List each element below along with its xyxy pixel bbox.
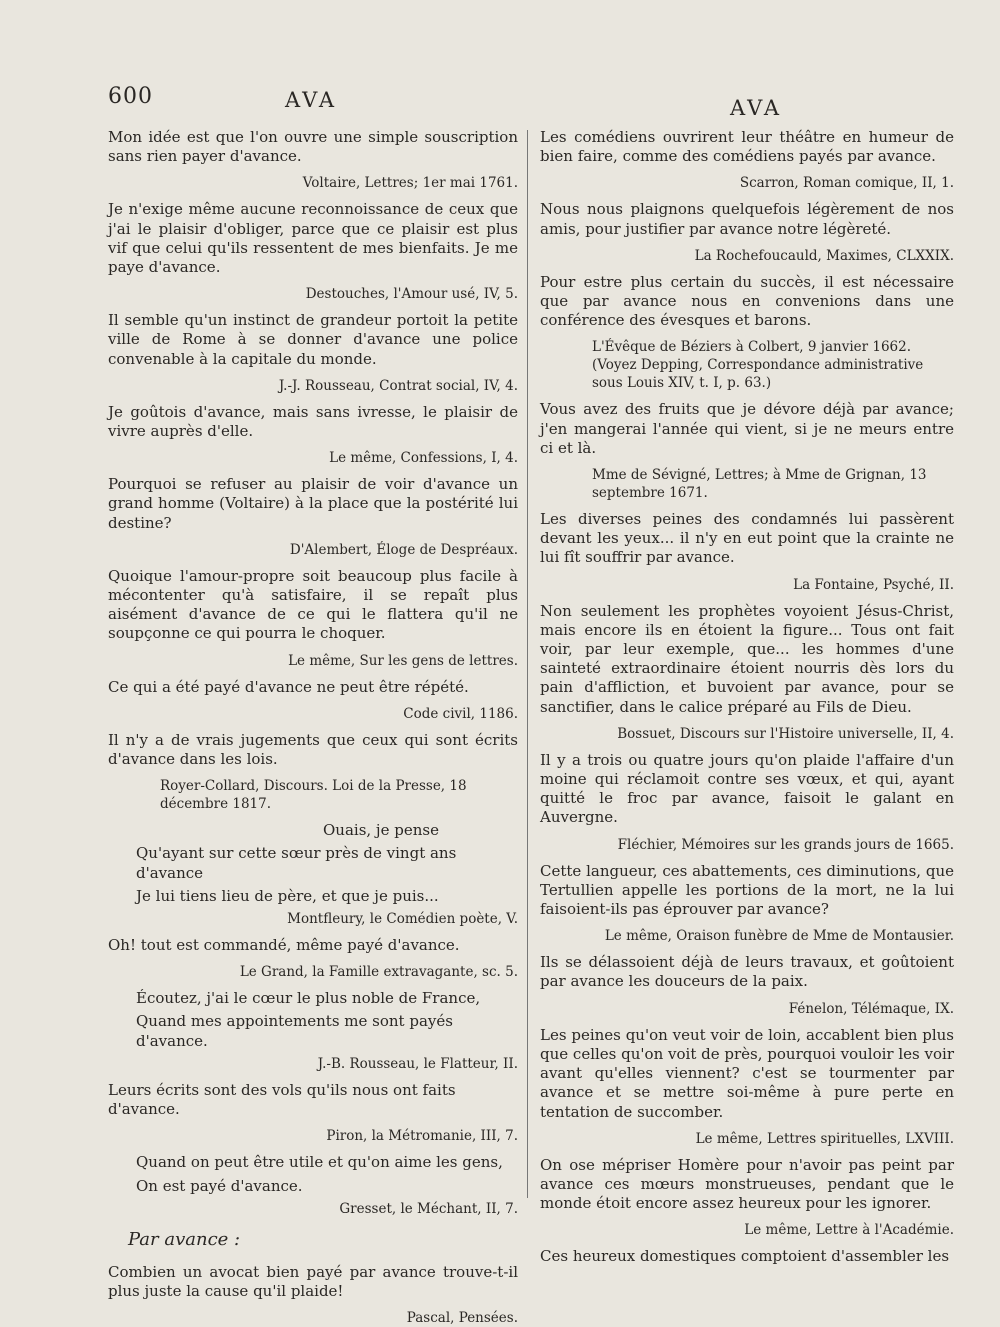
quotation: Je goûtois d'avance, mais sans ivresse, le plaisir de vivre auprès d'elle. (108, 402, 518, 441)
verse-line: Quand on peut être utile et qu'on aime les gens, (136, 1153, 503, 1172)
quotation: Les diverses peines des condamnés lui passèrent devant les yeux... il n'y en eut point que la crainte ne lui fît souffrir par avance. (540, 510, 954, 567)
quotation: Les peines qu'on veut voir de loin, accablent bien plus que celles qu'on voit de près, pourquoi vouloir les voir avant qu'elles viennent? c'est se tourmenter par avance et se mettre soi-même à pure perte en tentation de succomber. (540, 1025, 954, 1121)
citation: L'Évêque de Béziers à Colbert, 9 janvier 1662. (Voyez Depping, Correspondance administrative sous Louis XIV, t. I, p. 63.) (592, 339, 924, 392)
verse-line: Ouais, je pense (323, 821, 439, 840)
citation: Le même, Lettre à l'Académie. (744, 1222, 954, 1239)
citation: Royer-Collard, Discours. Loi de la Presse, 18 décembre 1817. (160, 778, 467, 813)
citation: Gresset, le Méchant, II, 7. (339, 1200, 518, 1217)
citation: Le même, Sur les gens de lettres. (288, 652, 518, 669)
citation: La Rochefoucauld, Maximes, CLXXIX. (694, 247, 954, 264)
citation: Le même, Lettres spirituelles, LXVIII. (695, 1130, 954, 1147)
verse-line: On est payé d'avance. (136, 1176, 303, 1195)
verse-line: Qu'ayant sur cette sœur près de vingt ans d'avance (136, 844, 457, 882)
quotation: Il semble qu'un instinct de grandeur portoit la petite ville de Rome à se donner d'avance une police convenable à la capitale du monde. (108, 311, 518, 368)
quotation: Ce qui a été payé d'avance ne peut être répété. (108, 677, 469, 696)
quotation: Les comédiens ouvrirent leur théâtre en humeur de bien faire, comme des comédiens payés par avance. (540, 128, 954, 166)
quotation: Oh! tout est commandé, même payé d'avance. (108, 936, 460, 955)
citation: J.-B. Rousseau, le Flatteur, II. (317, 1055, 518, 1072)
quotation: Il n'y a de vrais jugements que ceux qui sont écrits d'avance dans les lois. (108, 730, 518, 769)
quotation: Il y a trois ou quatre jours qu'on plaide l'affaire d'un moine qui réclamoit contre ses vœux, et qui, ayant quitté le froc par avance, faisoit le galant en Auvergne. (540, 750, 954, 827)
left-column (108, 128, 518, 1327)
citation: La Fontaine, Psyché, II. (793, 576, 954, 593)
citation: Scarron, Roman comique, II, 1. (739, 175, 954, 192)
verse-line: Je lui tiens lieu de père, et que je puis... (136, 886, 439, 905)
running-head-left: AVA (285, 88, 338, 112)
citation: Pascal, Pensées. (406, 1310, 518, 1327)
citation: Mme de Sévigné, Lettres; à Mme de Grignan, 13 septembre 1671. (592, 467, 927, 502)
citation: Destouches, l'Amour usé, IV, 5. (305, 286, 518, 303)
citation: Code civil, 1186. (403, 705, 518, 722)
citation: Fléchier, Mémoires sur les grands jours de 1665. (617, 836, 954, 853)
verse-line: Écoutez, j'ai le cœur le plus noble de France, (136, 989, 481, 1008)
verse-line: Quand mes appointements me sont payés d'avance. (136, 1012, 453, 1050)
quotation: Ils se délassoient déjà de leurs travaux, et goûtoient par avance les douceurs de la paix. (540, 953, 954, 991)
page-number: 600 (108, 84, 153, 109)
column-rule (527, 130, 528, 1198)
quotation: Ces heureux domestiques comptoient d'assembler les (540, 1247, 950, 1266)
quotation: On ose mépriser Homère pour n'avoir pas peint par avance ces mœurs monstrueuses, pendant que le monde étoit encore assez heureux pour les ignorer. (540, 1155, 954, 1213)
citation: Fénelon, Télémaque, IX. (788, 1000, 954, 1017)
quotation: Non seulement les prophètes voyoient Jésus-Christ, mais encore ils en étoient la figure... Tous ont fait voir, par leur exemple, que... les hommes d'une sainteté extraordinaire étoient nourris dès lors du pain d'affliction, et buvoient par avance, pour se sanctifier, dans le calice préparé au Fils de Dieu. (540, 601, 954, 716)
quotation: Quoique l'amour-propre soit beaucoup plus facile à mécontenter qu'à satisfaire, il se repaît plus aisément d'avance de ce qui le flattera qu'il ne soupçonne ce qui pourra le choquer. (108, 566, 518, 643)
quotation: Combien un avocat bien payé par avance trouve-t-il plus juste la cause qu'il plaide! (108, 1262, 518, 1301)
citation: Le même, Confessions, I, 4. (329, 450, 518, 467)
quotation: Je n'exige même aucune reconnoissance de ceux que j'ai le plaisir d'obliger, parce que ce plaisir est plus vif que celui qu'ils ressentent de mes bienfaits. Je me paye d'avance. (108, 200, 518, 277)
citation: Bossuet, Discours sur l'Histoire universelle, II, 4. (617, 725, 954, 742)
citation: D'Alembert, Éloge de Despréaux. (289, 541, 518, 558)
quotation: Nous nous plaignons quelquefois légèrement de nos amis, pour justifier par avance notre légèreté. (540, 200, 954, 238)
right-column (540, 128, 954, 1267)
quotation: Vous avez des fruits que je dévore déjà par avance; j'en mangerai l'année qui vient, si je ne meurs entre ci et là. (540, 400, 954, 457)
quotation: Cette langueur, ces abattements, ces diminutions, que Tertullien appelle les portions de la mort, ne la lui faisoient-ils pas éprouver par avance? (540, 861, 954, 919)
citation: J.-J. Rousseau, Contrat social, IV, 4. (278, 377, 518, 394)
citation: Piron, la Métromanie, III, 7. (326, 1128, 518, 1145)
running-head-right: AVA (730, 96, 783, 120)
quotation: Mon idée est que l'on ouvre une simple souscription sans rien payer d'avance. (108, 128, 518, 166)
quotation: Pour estre plus certain du succès, il est nécessaire que par avance nous en convenions dans une conférence des évesques et barons. (540, 272, 954, 330)
citation: Voltaire, Lettres; 1er mai 1761. (302, 175, 518, 192)
citation: Le Grand, la Famille extravagante, sc. 5. (239, 964, 518, 981)
citation: Montfleury, le Comédien poète, V. (287, 911, 518, 928)
citation: Le même, Oraison funèbre de Mme de Montausier. (604, 928, 954, 945)
quotation: Leurs écrits sont des vols qu'ils nous ont faits d'avance. (108, 1080, 456, 1119)
quotation: Pourquoi se refuser au plaisir de voir d'avance un grand homme (Voltaire) à la place que la postérité lui destine? (108, 475, 518, 532)
section-heading: Par avance : (128, 1228, 241, 1250)
